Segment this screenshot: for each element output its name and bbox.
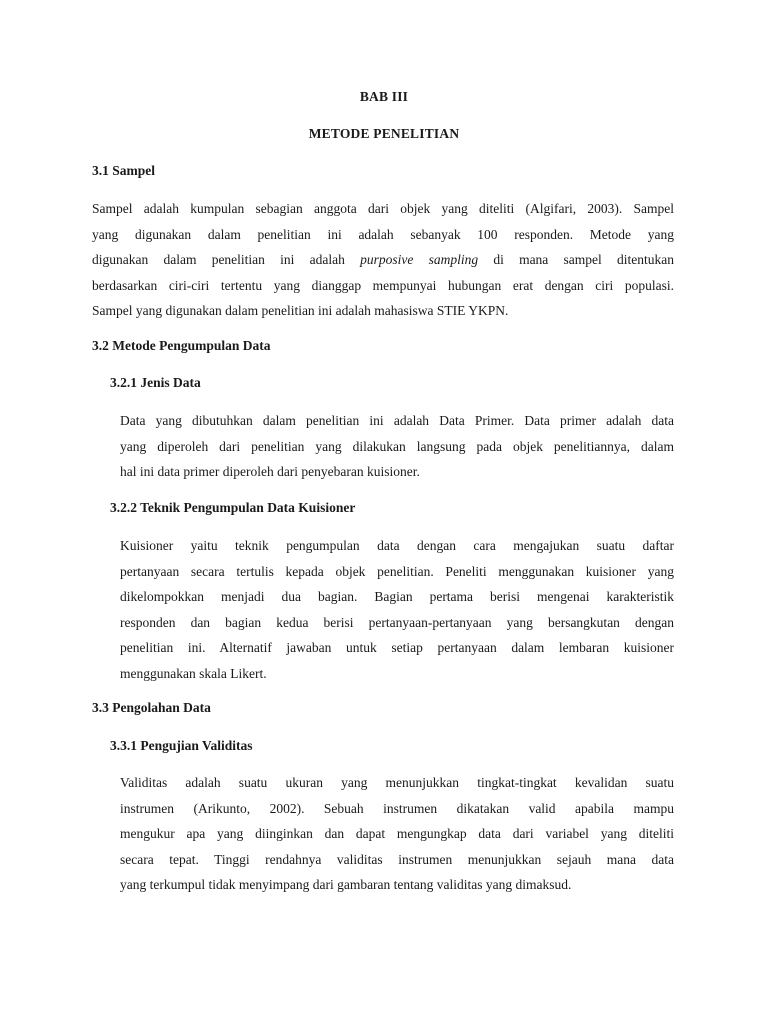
paragraph-line: Sampel yang digunakan dalam penelitian ini adalah mahasiswa STIE YKPN. — [92, 303, 509, 318]
chapter-label: BAB III — [359, 89, 409, 104]
paragraph-line: pertanyaan secara tertulis kepada objek penelitian. Peneliti menggunakan kuisioner yang — [120, 563, 674, 579]
paragraph-pengujian-validitas — [120, 770, 674, 898]
subsection-heading-jenis-data: 3.2.1 Jenis Data — [110, 375, 201, 390]
paragraph-line: yang terkumpul tidak menyimpang dari gambaran tentang validitas yang dimaksud. — [120, 877, 572, 892]
section-heading-metode-pengumpulan: 3.2 Metode Pengumpulan Data — [92, 338, 271, 353]
line-text: di mana sampel ditentukan — [478, 252, 674, 267]
italic-term: purposive sampling — [360, 252, 479, 267]
paragraph-line: responden dan bagian kedua berisi pertanyaan-pertanyaan yang bersangkutan dengan — [120, 614, 674, 630]
paragraph-line: hal ini data primer diperoleh dari penyebaran kuisioner. — [120, 464, 420, 479]
page-title: METODE PENELITIAN — [308, 126, 460, 141]
paragraph-line — [92, 247, 674, 273]
paragraph-line: Validitas adalah suatu ukuran yang menunjukkan tingkat-tingkat kevalidan suatu — [120, 775, 674, 790]
paragraph-line: penelitian ini. Alternatif jawaban untuk setiap pertanyaan dalam lembaran kuisioner — [120, 640, 674, 655]
line-text: digunakan dalam penelitian ini adalah — [92, 252, 345, 267]
paragraph-line: yang diperoleh dari penelitian yang dilakukan langsung pada objek penelitiannya, dalam — [120, 438, 674, 454]
subsection-heading-teknik-kuisioner: 3.2.2 Teknik Pengumpulan Data Kuisioner — [110, 500, 356, 515]
paragraph-teknik-kuisioner — [120, 533, 674, 686]
paragraph-line: mengukur apa yang diinginkan dan dapat mengungkap data dari variabel yang diteliti — [120, 826, 674, 841]
section-heading-sampel: 3.1 Sampel — [92, 163, 156, 178]
paragraph-sampel — [92, 196, 674, 324]
paragraph-line: secara tepat. Tinggi rendahnya validitas instrumen menunjukkan sejauh mana data — [120, 851, 674, 867]
paragraph-line: Sampel adalah kumpulan sebagian anggota dari objek yang diteliti (Algifari, 2003). Sampel — [92, 201, 674, 216]
section-heading-pengolahan-data: 3.3 Pengolahan Data — [92, 700, 211, 715]
paragraph-line: yang digunakan dalam penelitian ini adalah sebanyak 100 responden. Metode yang — [92, 226, 674, 242]
paragraph-line: Kuisioner yaitu teknik pengumpulan data dengan cara mengajukan suatu daftar — [120, 538, 674, 553]
paragraph-line: dikelompokkan menjadi dua bagian. Bagian pertama berisi mengenai karakteristik — [120, 589, 674, 604]
paragraph-line: berdasarkan ciri-ciri tertentu yang dianggap mempunyai hubungan erat dengan ciri populasi. — [92, 277, 674, 293]
paragraph-line: Data yang dibutuhkan dalam penelitian ini adalah Data Primer. Data primer adalah data — [120, 413, 674, 428]
subsection-heading-pengujian-validitas: 3.3.1 Pengujian Validitas — [110, 738, 253, 753]
paragraph-jenis-data — [120, 408, 674, 485]
paragraph-line: menggunakan skala Likert. — [120, 665, 267, 681]
paragraph-line: instrumen (Arikunto, 2002). Sebuah instrumen dikatakan valid apabila mampu — [120, 800, 674, 816]
